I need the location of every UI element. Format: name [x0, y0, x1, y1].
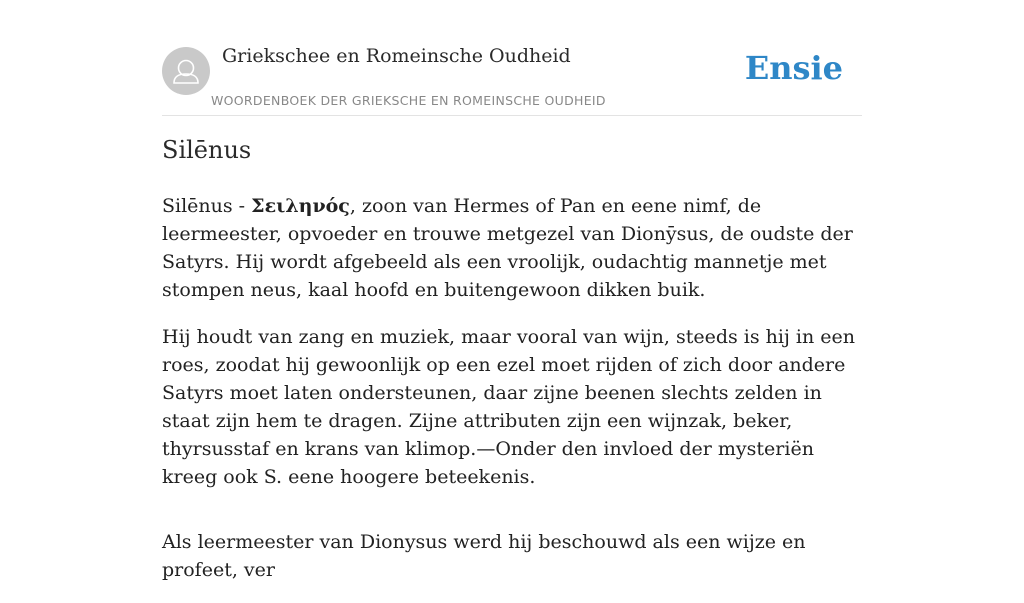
- page-content: [162, 0, 862, 581]
- article-body: [162, 192, 862, 603]
- greek-term: Σειληνός: [251, 195, 350, 217]
- paragraph-1: [162, 192, 862, 304]
- page-title: Silēnus: [162, 136, 252, 164]
- paragraph-1-text: , zoon van Hermes of Pan en eene nimf, de leermeester, opvoeder en trouwe metgezel van Dionȳsus, de oudste der Satyrs. Hij wordt afgebeeld als een vroolijk, oudachtig mannetje met stompen neus, kaal hoofd en buitengewoon dikken buik.: [162, 195, 853, 301]
- ensie-logo[interactable]: Ensie: [744, 49, 843, 87]
- avatar[interactable]: [162, 47, 210, 95]
- site-title[interactable]: Griekschee en Romeinsche Oudheid: [222, 45, 571, 67]
- site-subtitle: WOORDENBOEK DER GRIEKSCHE EN ROMEINSCHE OUDHEID: [211, 93, 606, 108]
- site-header: [162, 0, 862, 116]
- paragraph-3: Als leermeester van Dionysus werd hij beschouwd als een wijze en profeet, ver: [162, 531, 806, 581]
- term-name: Silēnus -: [162, 195, 252, 217]
- user-icon: [162, 47, 210, 95]
- paragraph-2: Hij houdt van zang en muziek, maar vooral van wijn, steeds is hij in een roes, zoodat hij gewoonlijk op een ezel moet rijden of zich door andere Satyrs moet laten ondersteunen, daar zijne beenen slechts zelden in staat zijn hem te dragen. Zijne attributen zijn een wijnzak, beker, thyrsusstaf en krans van klimop.—Onder den invloed der mysteriën kreeg ook S. eene hoogere beteekenis.: [162, 326, 855, 488]
